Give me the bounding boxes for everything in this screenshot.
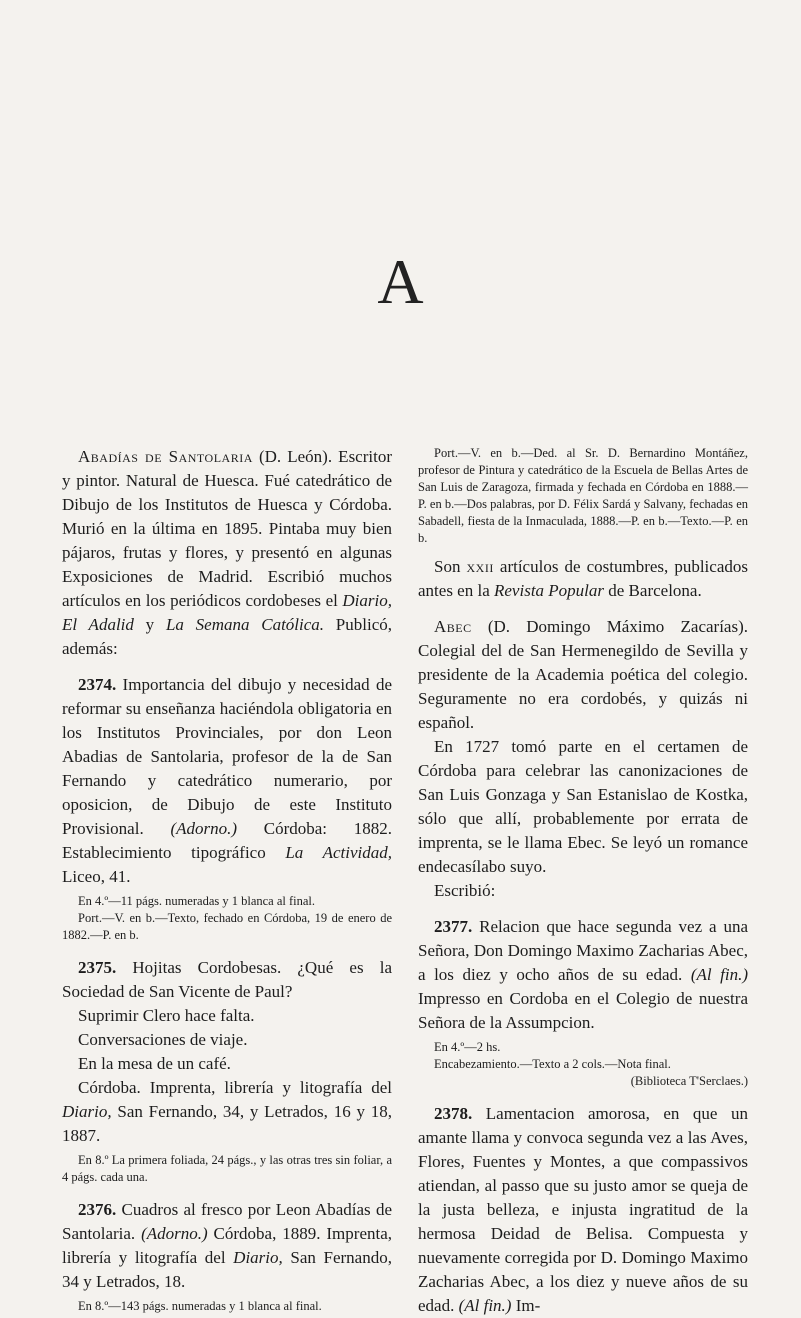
entry-2376-note: En 8.º—143 págs. numeradas y 1 blanca al final.	[78, 1299, 322, 1313]
entry-2375-line-3: Conversaciones de viaje.	[78, 1030, 248, 1049]
author-name: Abadías de Santolaria	[78, 447, 253, 466]
entry-2375-note: En 8.º La primera foliada, 24 págs., y las otras tres sin foliar, a 4 págs. cada una.	[62, 1153, 392, 1184]
entry-2374-note-1: En 4.º—11 págs. numeradas y 1 blanca al final.	[78, 894, 316, 908]
author-entry-abec: Abec (D. Domingo Máximo Zacarías). Colegial del de San Hermenegildo de Sevilla y presidente de la Academia poética del colegio. Seguramente no era cordobés, y quizás ni español.	[418, 617, 748, 732]
entry-2377: 2377. Relacion que hace segunda vez a una Señora, Don Domingo Maximo Zacharias Abec, a los diez y ocho años de su edad. (Al fin.) Impresso en Cordoba en el Colegio de nuestra Señora de la Assumpcion.	[418, 917, 748, 1032]
entry-2376: 2376. Cuadros al fresco por Leon Abadías de Santolaria. (Adorno.) Córdoba, 1889. Imprenta, librería y litografía del Diario, San Fernando, 34 y Letrados, 18.	[62, 1200, 393, 1291]
author-abec-wrote: Escribió:	[434, 881, 496, 900]
entry-2377-source: (Biblioteca T'Serclaes.)	[630, 1074, 748, 1088]
entry-2375-line-2: Suprimir Clero hace falta.	[78, 1006, 255, 1025]
entry-2377-note-2: Encabezamiento.—Texto a 2 cols.—Nota final.	[434, 1057, 671, 1071]
entry-2377-note-1: En 4.º—2 hs.	[434, 1040, 501, 1054]
entry-2376-remark: Son xxii artículos de costumbres, publicados antes en la Revista Popular de Barcelona.	[418, 557, 748, 600]
entry-2374: 2374. Importancia del dibujo y necesidad de reformar su enseñanza haciéndola obligatoria en los Institutos Provinciales, por don Leon Abadias de Santolaria, profesor de la de San Fernando y catedrático numerario, por oposicion, de Dibujo de este Instituto Provisional. (Adorno.) Córdoba: 1882. Establecimiento tipográfico La Actividad, Liceo, 41.	[62, 675, 393, 886]
right-column	[418, 445, 748, 1318]
entry-2375-line-4: En la mesa de un café.	[78, 1054, 231, 1073]
section-letter: A	[377, 246, 424, 317]
author-entry-abadias: Abadías de Santolaria (D. León). Escritor y pintor. Natural de Huesca. Fué catedrático de Dibujo de los Institutos de Huesca y Córdoba. Murió en la última en 1895. Pintaba muy bien pájaros, frutas y flores, y presentó en algunas Exposiciones de Madrid. Escribió muchos artículos en los periódicos cordobeses el Diario, El Adalid y La Semana Católica. Publicó, además:	[62, 447, 393, 658]
entry-2375-imprint: Córdoba. Imprenta, librería y litografía del Diario, San Fernando, 34, y Letrados, 16 y 18, 1887.	[62, 1078, 392, 1145]
entry-2378: 2378. Lamentacion amorosa, en que un amante llama y convoca segunda vez a las Aves, Flores, Fuentes y Montes, a que compassivos atiendan, al passo que su justo amor se queja de la justa belleza, e injusta ingratitud de la hermosa Deidad de Belisa. Compuesta y nuevamente corregida por D. Domingo Maximo Zacharias Abec, a los diez y nueve años de su edad. (Al fin.) Im-	[418, 1104, 748, 1315]
entry-2375: 2375. Hojitas Cordobesas. ¿Qué es la Sociedad de San Vicente de Paul?	[62, 958, 392, 1001]
entry-2374-note-2: Port.—V. en b.—Texto, fechado en Córdoba, 19 de enero de 1882.—P. en b.	[62, 911, 392, 942]
entry-2376-continued-note: Port.—V. en b.—Ded. al Sr. D. Bernardino Montáñez, profesor de Pintura y catedrático de la Escuela de Bellas Artes de San Luis de Zaragoza, firmada y fechada en Córdoba en 1888.—P. en b.—Dos palabras, por D. Félix Sardá y Salvany, fechadas en Sabadell, fiesta de la Inmaculada, 1888.—P. en b.—Texto.—P. en b.	[418, 446, 748, 545]
left-column	[62, 445, 392, 1315]
author-name: Abec	[434, 617, 472, 636]
author-abec-paragraph: En 1727 tomó parte en el certamen de Córdoba para celebrar las canonizaciones de San Luis Gonzaga y San Estanislao de Kostka, sólo que allí, probablemente por errata de imprenta, se le llama Ebec. Se leyó un romance endecasílabo suyo.	[418, 737, 748, 876]
